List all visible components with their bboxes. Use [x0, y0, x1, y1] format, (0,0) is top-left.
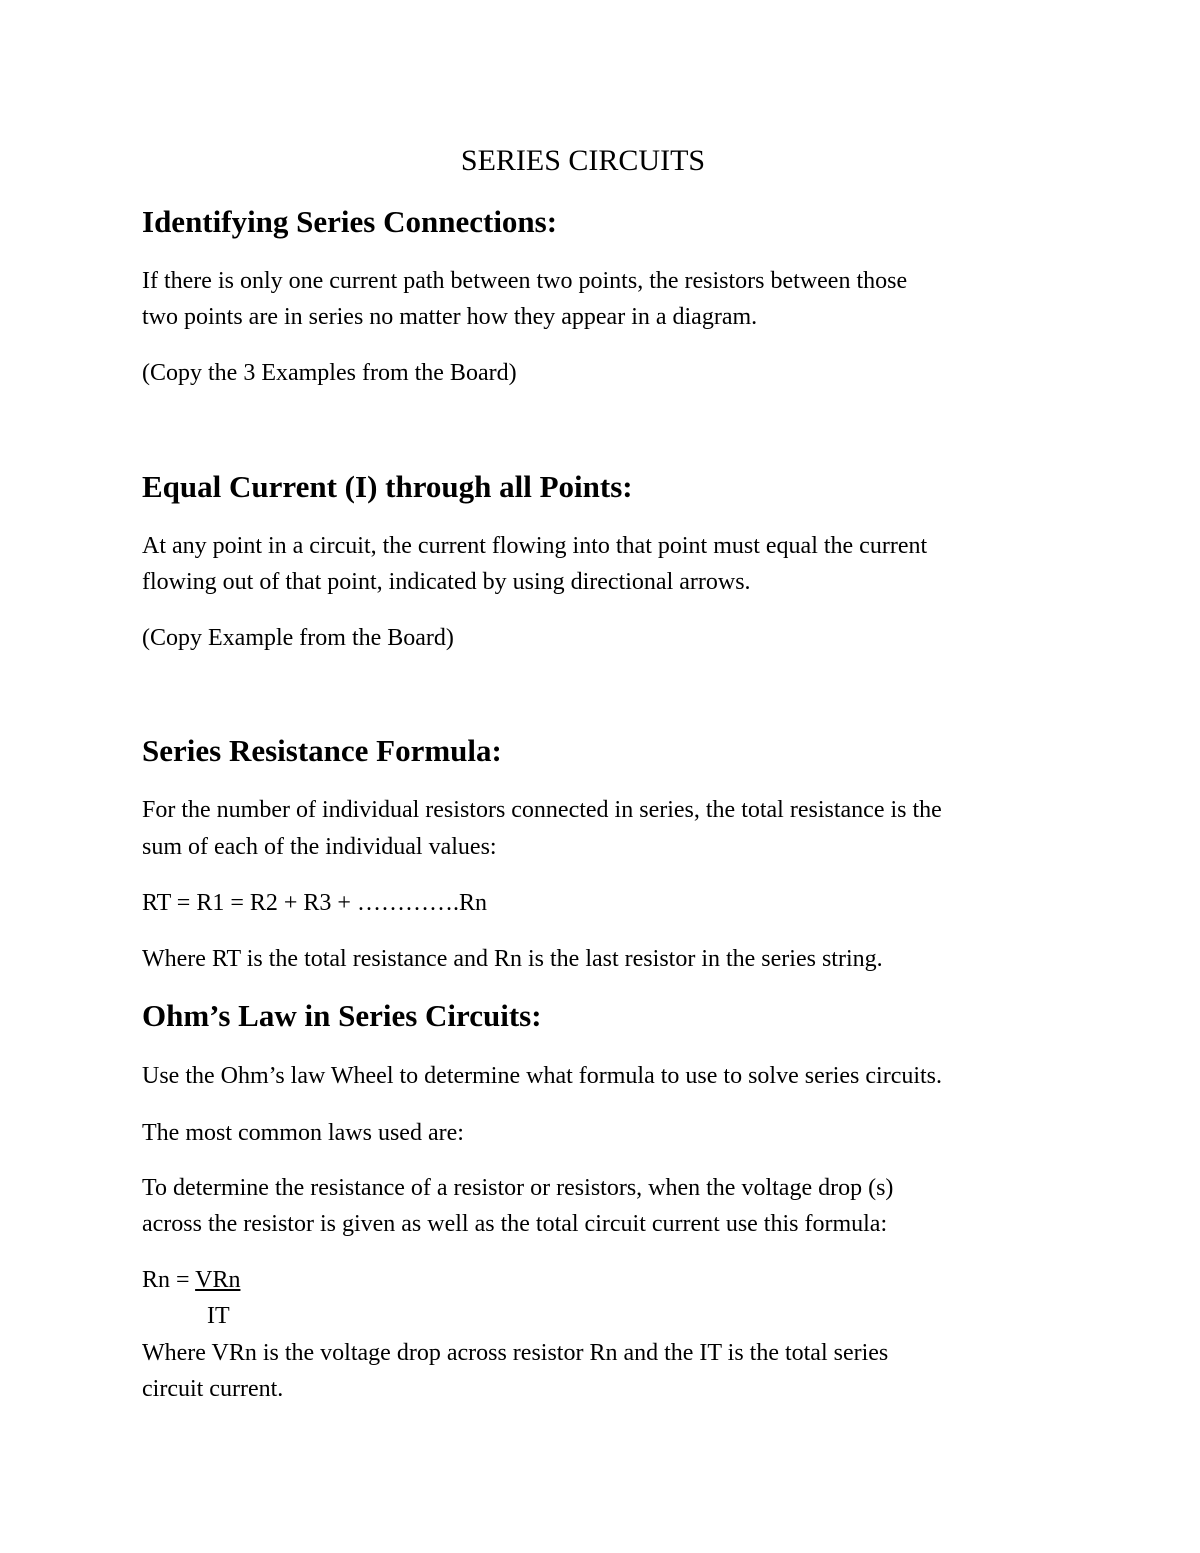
paragraph-line: two points are in series no matter how they appear in a diagram. [142, 304, 758, 330]
heading-ohms-law: Ohm’s Law in Series Circuits: [142, 998, 542, 1033]
page-title: SERIES CIRCUITS [460, 144, 706, 177]
paragraph-line: For the number of individual resistors connected in series, the total resistance is the [142, 797, 942, 823]
paragraph-line: At any point in a circuit, the current flowing into that point must equal the current [142, 533, 928, 559]
paragraph-line: Where VRn is the voltage drop across resistor Rn and the IT is the total series [142, 1340, 889, 1366]
paragraph-line: If there is only one current path between two points, the resistors between those [142, 268, 908, 294]
heading-identifying-series-connections: Identifying Series Connections: [142, 204, 558, 239]
formula-denominator: IT [207, 1303, 230, 1329]
formula-explanation: Where RT is the total resistance and Rn is the last resistor in the series string. [142, 946, 883, 972]
paragraph-line: flowing out of that point, indicated by using directional arrows. [142, 569, 751, 595]
paragraph-line: sum of each of the individual values: [142, 834, 497, 860]
copy-note: (Copy the 3 Examples from the Board) [142, 360, 517, 386]
formula-lhs: Rn = [142, 1267, 196, 1293]
copy-note: (Copy Example from the Board) [142, 625, 454, 651]
heading-series-resistance-formula: Series Resistance Formula: [142, 733, 502, 768]
paragraph-line: To determine the resistance of a resistor or resistors, when the voltage drop (s) [142, 1175, 894, 1201]
series-resistance-formula: RT = R1 = R2 + R3 + ………….Rn [142, 890, 487, 916]
ohms-law-formula [142, 1262, 240, 1298]
paragraph-line: circuit current. [142, 1376, 284, 1402]
paragraph-line: Use the Ohm’s law Wheel to determine what formula to use to solve series circuits. [142, 1063, 943, 1089]
paragraph-line: The most common laws used are: [142, 1120, 464, 1146]
paragraph-line: across the resistor is given as well as the total circuit current use this formula: [142, 1211, 888, 1237]
formula-numerator: VRn [195, 1267, 241, 1293]
heading-equal-current: Equal Current (I) through all Points: [142, 469, 633, 504]
